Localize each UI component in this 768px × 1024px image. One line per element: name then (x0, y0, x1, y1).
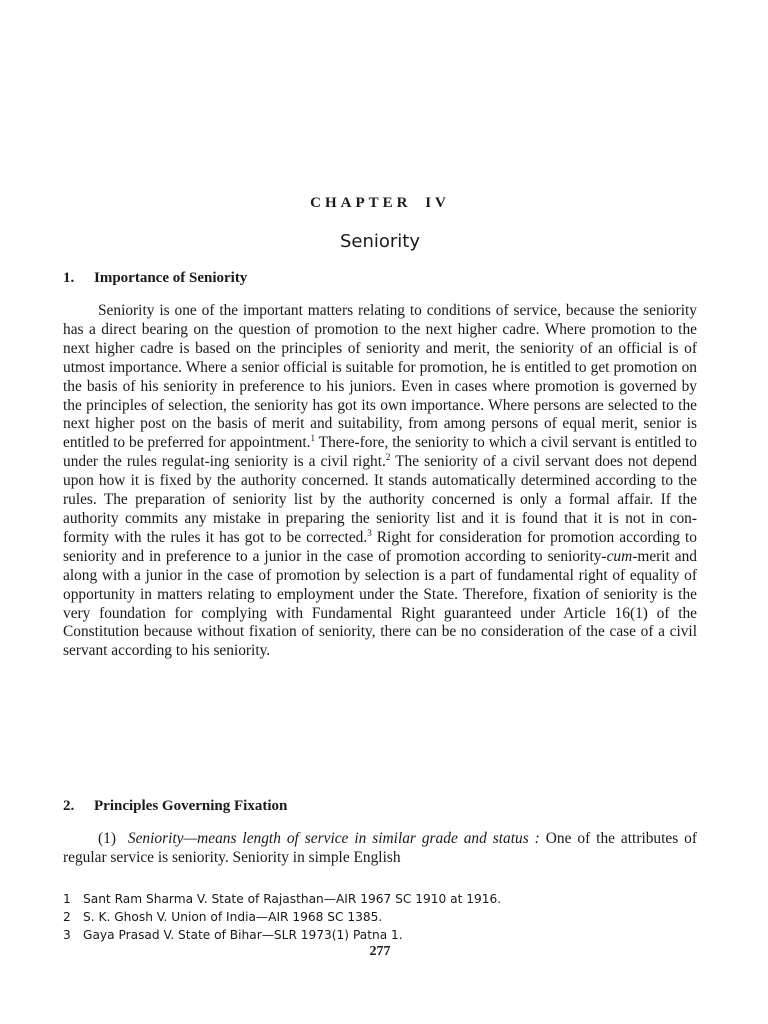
footnote-ref-1: 1 (310, 433, 315, 444)
paragraph-text-4: Right for consideration for promotion according to seniority and in preference to a junior in the case of promotion according to seniority- (63, 528, 698, 565)
footnote-1-text: Sant Ram Sharma V. State of Rajasthan—AIR 1967 SC 1910 at 1916. (83, 892, 502, 906)
paragraph-text-5: -merit and along with a junior in the case of promotion by selection is a part of fundamental right of equality of opportunity in matters relating to employment under the State. Therefore, fixation of seniority is the very foundation for complying with Fundamental Right guaranteed under Article 16(1) of the Constitution because without fixation of seniority, there can be no consideration of the case of a civil servant according to his seniority. (63, 547, 697, 660)
section-2-paragraph (63, 830, 697, 868)
book-page (63, 0, 697, 1024)
chapter-label: CHAPTER IV (310, 195, 450, 211)
italic-cum: cum (606, 547, 633, 565)
chapter-title: Seniority (339, 231, 421, 252)
page-number: 277 (369, 944, 391, 959)
footnote-2-text: S. K. Ghosh V. Union of India—AIR 1968 SC 1385. (83, 910, 383, 924)
section-1-paragraph (63, 302, 697, 661)
footnote-1-number: 1 (63, 892, 71, 906)
item-text: One of the attributes of regular service is seniority. Seniority in simple English (63, 830, 697, 866)
footnote-3-text: Gaya Prasad V. State of Bihar—SLR 1973(1) Patna 1. (83, 928, 403, 942)
section-1-title: Importance of Seniority (94, 270, 248, 286)
section-1-number: 1. (63, 270, 75, 286)
section-2-heading (63, 798, 287, 815)
section-1-heading (63, 270, 247, 287)
paragraph-text-2: There-fore, the seniority to which a civil servant is entitled to under the rules regulat-ing seniority is a civil right. (63, 434, 698, 471)
footnote-3-number: 3 (63, 928, 71, 942)
footnote-2-number: 2 (63, 910, 71, 924)
paragraph-text-1: Seniority is one of the important matters relating to conditions of service, because the seniority has a direct bearing on the question of promotion to the next higher cadre. Where promotion to the next higher cadre is based on the principles of seniority and merit, the seniority of an official is of utmost importance. Where a senior official is suitable for promotion, he is entitled to get promotion on the basis of his seniority in preference to his juniors. Even in cases where promotion is governed by the principles of selection, the seniority has got its own importance. Where persons are selected to the next higher post on the basis of merit and suitability, from among persons of equal merit, senior is entitled to be preferred for appointment. (63, 302, 697, 452)
footnote-2 (63, 908, 697, 926)
footnotes (63, 890, 697, 944)
footnote-3 (63, 926, 697, 944)
section-2-title: Principles Governing Fixation (94, 798, 288, 814)
footnote-1 (63, 890, 697, 908)
item-label: (1) (98, 830, 116, 847)
footnote-ref-2: 2 (385, 452, 391, 463)
footnote-ref-3: 3 (367, 527, 372, 538)
section-2-number: 2. (63, 798, 75, 814)
item-italic-heading: Seniority—means length of service in similar grade and status : (127, 830, 540, 847)
paragraph-text-3: The seniority of a civil servant does not depend upon how it is fixed by the authority concerned. It stands automatically determined according to the rules. The preparation of seniority list by the authority concerned is only a formal affair. If the authority commits any mistake in preparing the seniority list and it is found that it is not in con-formity with the rules it has got to be corrected. (63, 453, 697, 546)
